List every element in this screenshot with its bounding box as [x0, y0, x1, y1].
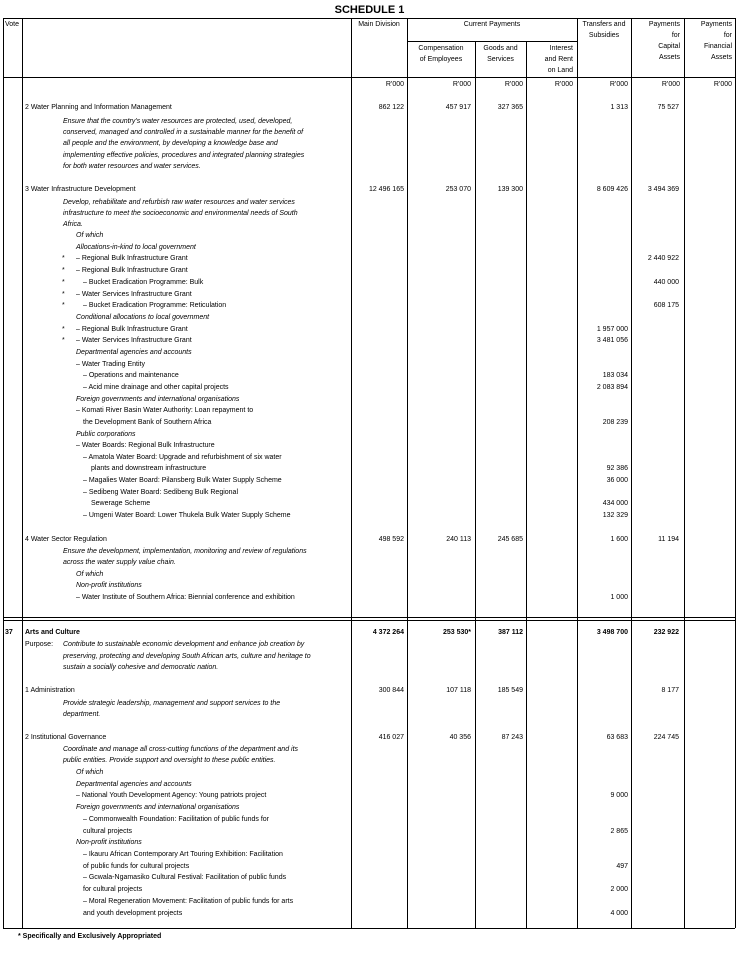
row-description: – Regional Bulk Infrastructure Grant — [76, 326, 188, 333]
amount-transfers: 1 000 — [610, 594, 628, 601]
amount-capital: 8 177 — [661, 687, 679, 694]
amount-comp: 457 917 — [445, 104, 471, 111]
amount-capital: 75 527 — [657, 104, 679, 111]
header-goods-2: Services — [487, 56, 514, 63]
header-capital-1: Payments — [648, 21, 680, 28]
row-description: Non-profit institutions — [76, 839, 142, 846]
amount-transfers: 183 034 — [602, 372, 628, 379]
amount-transfers: 1 313 — [610, 104, 628, 111]
asterisk-marker: * — [62, 326, 65, 333]
row-description: Non-profit institutions — [76, 582, 142, 589]
row-description: – Ikauru African Contemporary Art Touring Exhibition: Facilitation — [83, 851, 283, 858]
amount-transfers: 63 683 — [606, 734, 628, 741]
asterisk-marker: * — [62, 279, 65, 286]
amount-transfers: 2 000 — [610, 886, 628, 893]
row-description: Provide strategic leadership, management and support services to the — [63, 700, 281, 707]
amount-main: 4 372 264 — [372, 629, 404, 636]
header-current-payments: Current Payments — [463, 21, 521, 28]
amount-transfers: 36 000 — [606, 477, 628, 484]
header-interest-2: and Rent — [544, 56, 573, 63]
header-compensation-2: of Employees — [419, 56, 463, 63]
amount-transfers: 9 000 — [610, 792, 628, 799]
amount-main: 862 122 — [378, 104, 404, 111]
row-description: and youth development projects — [83, 910, 183, 917]
row-description: preserving, protecting and developing South African arts, culture and heritage to — [63, 653, 311, 660]
row-description: Of which — [76, 571, 104, 578]
row-description: cultural projects — [83, 828, 133, 835]
amount-comp: 107 118 — [446, 687, 471, 694]
unit-main: R'000 — [385, 81, 404, 88]
row-description: Departmental agencies and accounts — [76, 349, 192, 356]
unit-interest: R'000 — [554, 81, 573, 88]
row-label: Purpose: — [25, 641, 54, 648]
row-description: Coordinate and manage all cross-cutting functions of the department and its — [63, 746, 299, 753]
amount-transfers: 3 498 700 — [596, 629, 628, 636]
row-description: plants and downstream infrastructure — [91, 465, 207, 472]
row-description: for cultural projects — [83, 886, 143, 893]
row-description: – Operations and maintenance — [83, 372, 179, 379]
row-description: – Water Services Infrastructure Grant — [76, 291, 192, 298]
row-description: – Sedibeng Water Board: Sedibeng Bulk Regional — [83, 489, 239, 496]
row-description: 1 Administration — [25, 687, 75, 694]
schedule-title: SCHEDULE 1 — [334, 4, 405, 16]
header-financial-1: Payments — [700, 21, 732, 28]
amount-transfers: 4 000 — [610, 910, 628, 917]
unit-capital: R'000 — [661, 81, 680, 88]
amount-comp: 253 070 — [445, 186, 471, 193]
row-description: Of which — [76, 232, 104, 239]
row-description: – National Youth Development Agency: Young patriots project — [76, 792, 267, 799]
header-financial-3: Financial — [703, 43, 732, 50]
amount-comp: 240 113 — [446, 536, 471, 543]
amount-main: 12 496 165 — [368, 186, 404, 193]
amount-main: 416 027 — [378, 734, 404, 741]
row-description: – Umgeni Water Board: Lower Thukela Bulk Water Supply Scheme — [83, 512, 291, 519]
header-goods-1: Goods and — [483, 45, 518, 52]
header-capital-3: Capital — [658, 43, 680, 50]
amount-transfers: 208 239 — [602, 419, 628, 426]
unit-goods: R'000 — [504, 81, 523, 88]
row-description: Conditional allocations to local government — [76, 314, 210, 321]
row-description: the Development Bank of Southern Africa — [83, 419, 212, 426]
row-description: Public corporations — [76, 431, 136, 438]
unit-transfers: R'000 — [609, 81, 628, 88]
amount-comp: 40 356 — [449, 734, 471, 741]
row-description: 2 Water Planning and Information Management — [25, 104, 172, 111]
row-description: – Acid mine drainage and other capital projects — [83, 384, 229, 391]
amount-main: 498 592 — [378, 536, 404, 543]
amount-capital: 224 745 — [653, 734, 679, 741]
row-description: – Bucket Eradication Programme: Reticulation — [83, 302, 227, 309]
row-description: Foreign governments and international organisations — [76, 804, 240, 811]
header-financial-4: Assets — [710, 54, 732, 61]
row-description: – Bucket Eradication Programme: Bulk — [83, 279, 204, 286]
amount-capital: 440 000 — [653, 279, 679, 286]
asterisk-marker: * — [62, 255, 65, 262]
row-description: public entities. Provide support and oversight to these public entities. — [63, 757, 276, 764]
amount-transfers: 497 — [616, 863, 628, 870]
amount-goods: 139 300 — [497, 186, 523, 193]
row-description: 4 Water Sector Regulation — [25, 536, 107, 543]
amount-capital: 232 922 — [653, 629, 679, 636]
amount-main: 300 844 — [378, 687, 404, 694]
row-description: – Water Services Infrastructure Grant — [76, 337, 192, 344]
row-description: Develop, rehabilitate and refurbish raw water resources and water services — [63, 199, 295, 206]
amount-transfers: 8 609 426 — [596, 186, 628, 193]
asterisk-marker: * — [62, 337, 65, 344]
row-description: – Regional Bulk Infrastructure Grant — [76, 255, 188, 262]
row-description: sustain a socially cohesive and democratic nation. — [63, 664, 219, 671]
amount-transfers: 2 865 — [610, 828, 628, 835]
row-description: – Gcwala-Ngamasiko Cultural Festival: Facilitation of public funds — [83, 874, 287, 881]
row-description: – Amatola Water Board: Upgrade and refurbishment of six water — [83, 454, 282, 461]
header-financial-2: for — [723, 32, 732, 39]
row-description: Allocations-in-kind to local government — [76, 244, 196, 251]
row-description: Ensure the development, implementation, monitoring and review of regulations — [63, 548, 307, 555]
header-transfers-1: Transfers and — [582, 21, 626, 28]
row-description: – Komati River Basin Water Authority: Loan repayment to — [76, 407, 254, 414]
row-description: all people and the environment, by developing a knowledge base and — [63, 140, 278, 147]
row-description: Africa. — [63, 221, 83, 228]
header-capital-2: for — [671, 32, 680, 39]
amount-goods: 87 243 — [501, 734, 523, 741]
amount-capital: 2 440 922 — [647, 255, 679, 262]
amount-transfers: 1 600 — [610, 536, 628, 543]
row-description: – Water Institute of Southern Africa: Biennial conference and exhibition — [76, 594, 295, 601]
amount-transfers: 1 957 000 — [596, 326, 628, 333]
vote-number: 37 — [5, 629, 13, 636]
amount-goods: 387 112 — [498, 629, 523, 636]
amount-transfers: 132 329 — [602, 512, 628, 519]
header-main-division: Main Division — [358, 21, 400, 28]
header-interest-1: Interest — [549, 45, 573, 52]
amount-capital: 11 194 — [658, 536, 679, 543]
amount-goods: 185 549 — [497, 687, 523, 694]
amount-transfers: 2 083 894 — [596, 384, 628, 391]
asterisk-marker: * — [62, 302, 65, 309]
asterisk-marker: * — [62, 291, 65, 298]
row-description: – Water Trading Entity — [76, 361, 145, 368]
row-description: Ensure that the country's water resources are protected, used, developed, — [63, 118, 293, 125]
amount-transfers: 3 481 056 — [596, 337, 628, 344]
row-description: – Magalies Water Board: Pilansberg Bulk Water Supply Scheme — [83, 477, 282, 484]
row-description: infrastructure to meet the socioeconomic and environmental needs of South — [63, 210, 298, 217]
footnote: * Specifically and Exclusively Appropriated — [18, 933, 162, 940]
row-description: – Commonwealth Foundation: Facilitation of public funds for — [83, 816, 269, 823]
row-description: 3 Water Infrastructure Development — [25, 186, 136, 193]
amount-transfers: 92 386 — [606, 465, 628, 472]
amount-comp: 253 530* — [442, 629, 471, 636]
row-description: – Moral Regeneration Movement: Facilitation of public funds for arts — [83, 898, 294, 905]
amount-goods: 327 365 — [497, 104, 523, 111]
row-description: Foreign governments and international organisations — [76, 396, 240, 403]
unit-financial: R'000 — [713, 81, 732, 88]
header-capital-4: Assets — [658, 54, 680, 61]
row-description: implementing effective policies, procedures and integrated planning strategies — [63, 152, 305, 159]
header-compensation-1: Compensation — [418, 45, 464, 52]
row-description: conserved, managed and controlled in a sustainable manner for the benefit of — [63, 129, 304, 136]
amount-goods: 245 685 — [497, 536, 523, 543]
row-description: across the water supply value chain. — [63, 559, 176, 566]
row-description: department. — [63, 711, 101, 718]
amount-capital: 3 494 369 — [647, 186, 679, 193]
row-description: Contribute to sustainable economic development and enhance job creation by — [63, 641, 305, 648]
amount-transfers: 434 000 — [602, 500, 628, 507]
row-description: Arts and Culture — [25, 629, 80, 636]
row-description: – Water Boards: Regional Bulk Infrastructure — [76, 442, 215, 449]
row-description: – Regional Bulk Infrastructure Grant — [76, 267, 188, 274]
row-description: of public funds for cultural projects — [83, 863, 190, 870]
header-transfers-2: Subsidies — [588, 32, 620, 39]
header-vote: Vote — [5, 21, 20, 28]
header-interest-3: on Land — [547, 67, 573, 74]
unit-comp: R'000 — [452, 81, 471, 88]
amount-capital: 608 175 — [653, 302, 679, 309]
row-description: Of which — [76, 769, 104, 776]
row-description: Departmental agencies and accounts — [76, 781, 192, 788]
row-description: 2 Institutional Governance — [25, 734, 107, 741]
asterisk-marker: * — [62, 267, 65, 274]
row-description: for both water resources and water services. — [63, 163, 201, 170]
row-description: Sewerage Scheme — [91, 500, 151, 507]
